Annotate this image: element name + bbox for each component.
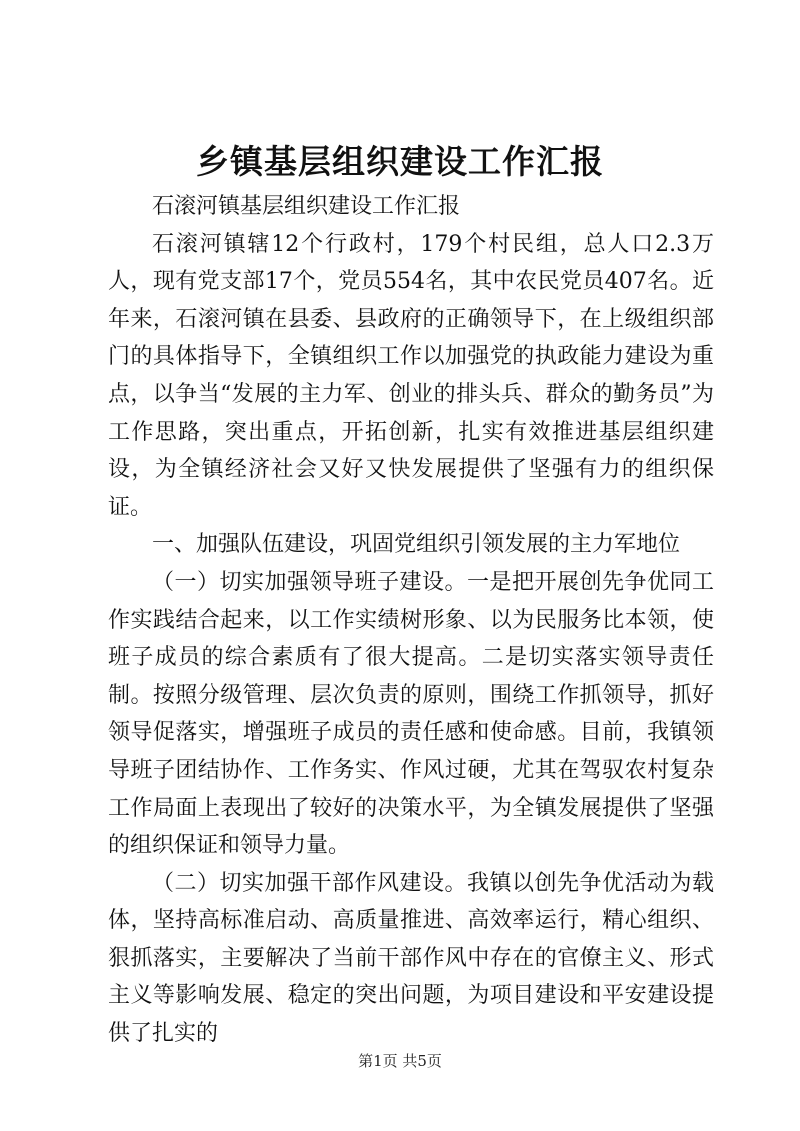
document-body [108,188,714,1053]
paragraph-cadre-style: （二）切实加强干部作风建设。我镇以创先争优活动为载体，坚持高标准启动、高质量推进、高效率运行，精心组织、狠抓落实，主要解决了当前干部作风中存在的官僚主义、形式主义等影响发展、稳定的突出问题，为项目建设和平安建设提供了扎实的 [108,870,714,1047]
report-subtitle: 石滚河镇基层组织建设工作汇报 [152,194,461,219]
page-number-footer: 第1页 共5页 [358,1052,442,1070]
paragraph-leadership: （一）切实加强领导班子建设。一是把开展创先争优同工作实践结合起来，以工作实绩树形象、以为民服务比本领，使班子成员的综合素质有了很大提高。二是切实落实领导责任制。按照分级管理、层次负责的原则，围绕工作抓领导，抓好领导促落实，增强班子成员的责任感和使命感。目前，我镇领导班子团结协作、工作务实、作风过硬，尤其在驾驭农村复杂工作局面上表现出了较好的决策水平，为全镇发展提供了坚强的组织保证和领导力量。 [108,569,714,859]
section-heading-1: 一、加强队伍建设，巩固党组织引领发展的主力军地位 [152,532,681,558]
document-title: 乡镇基层组织建设工作汇报 [196,142,604,181]
intro-paragraph: 石滚河镇辖12个行政村，179个村民组，总人口2.3万人，现有党支部17个，党员554名，其中农民党员407名。近年来，石滚河镇在县委、县政府的正确领导下，在上级组织部门的具体指导下，全镇组织工作以加强党的执政能力建设为重点，以争当“发展的主力军、创业的排头兵、群众的勤务员”为工作思路，突出重点，开拓创新，扎实有效推进基层组织建设，为全镇经济社会又好又快发展提供了坚强有力的组织保证。 [108,231,714,520]
